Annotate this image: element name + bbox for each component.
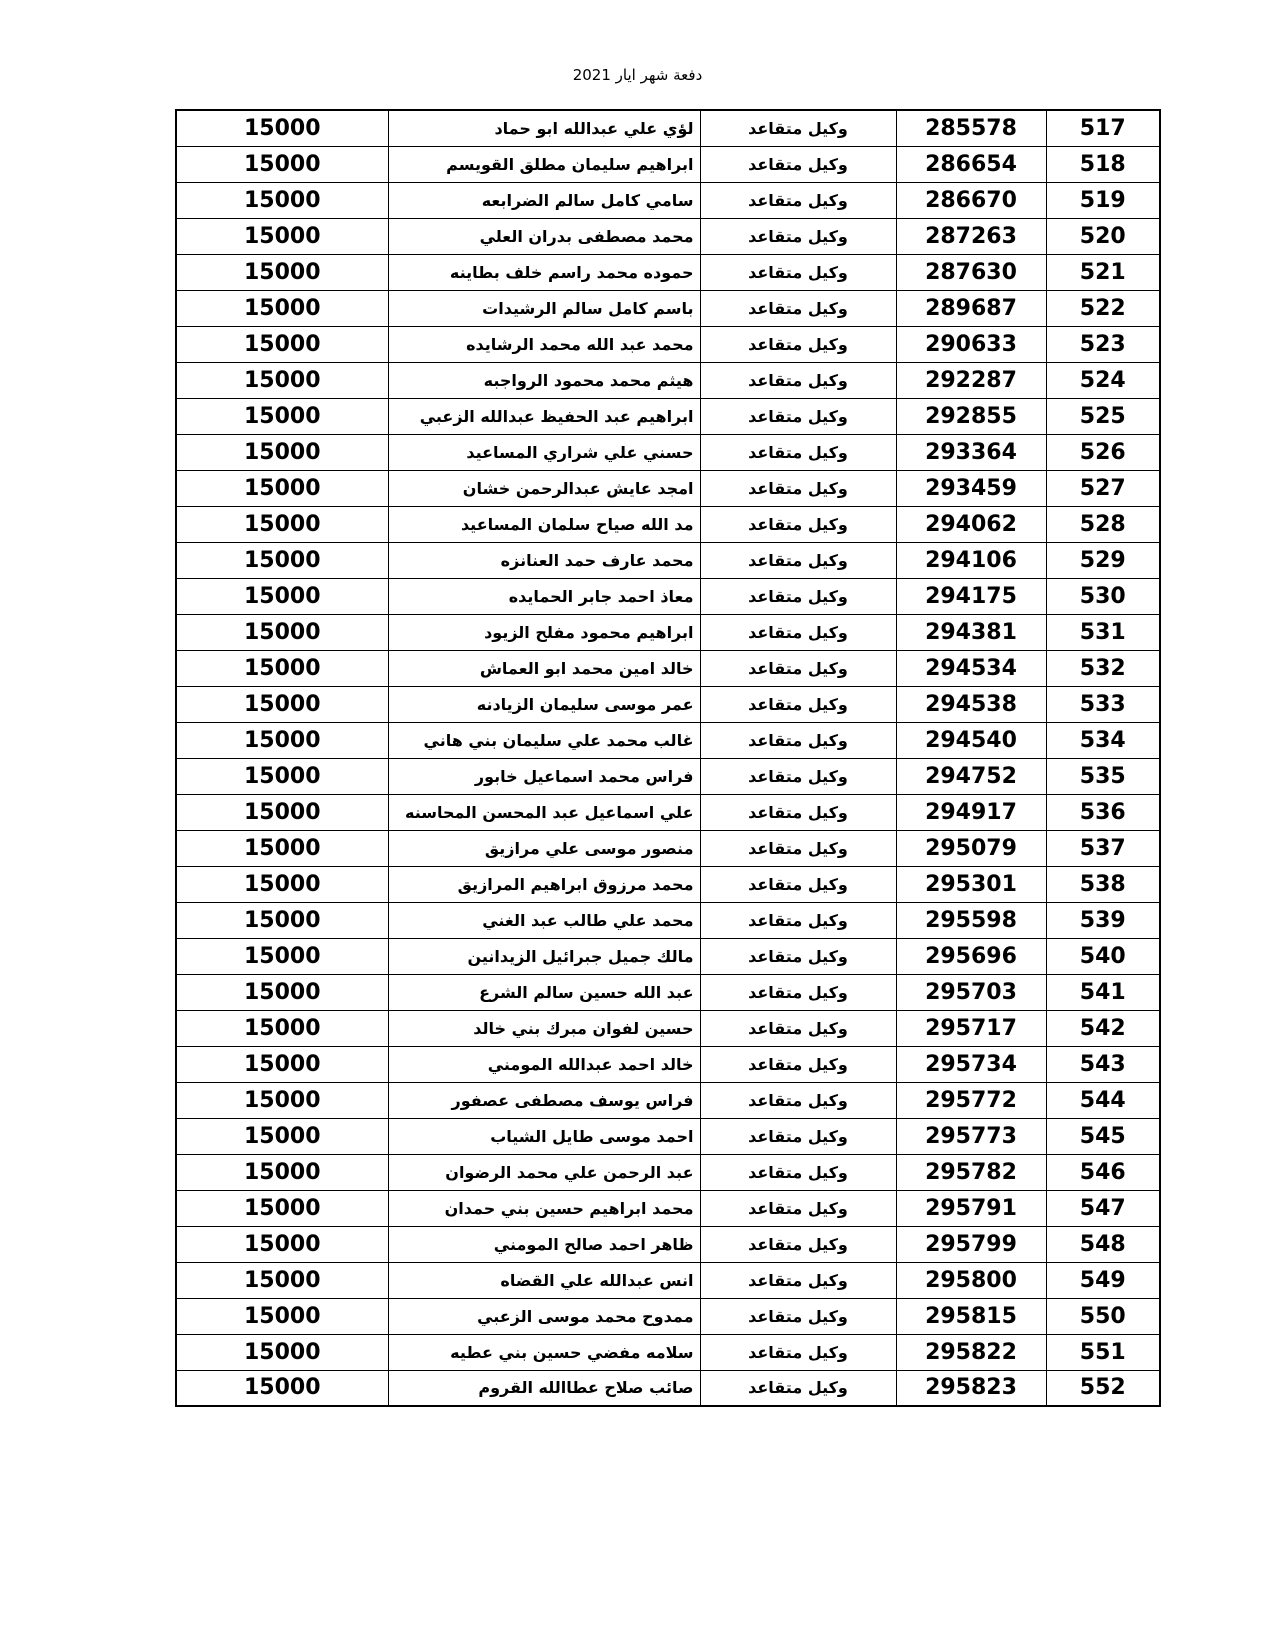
table-row	[176, 1262, 1160, 1298]
id-cell: 295301	[896, 866, 1046, 902]
amount-cell: 15000	[176, 1046, 388, 1082]
name-cell: معاذ احمد جابر الحمايده	[388, 578, 700, 614]
table-row	[176, 398, 1160, 434]
role-cell: وكيل متقاعد	[700, 434, 896, 470]
page-title: دفعة شهر ايار 2021	[572, 66, 703, 84]
amount-cell: 15000	[176, 506, 388, 542]
role-cell: وكيل متقاعد	[700, 146, 896, 182]
name-cell: سامي كامل سالم الضرابعه	[388, 182, 700, 218]
id-cell: 294175	[896, 578, 1046, 614]
table-row	[176, 722, 1160, 758]
name-cell: خالد امين محمد ابو العماش	[388, 650, 700, 686]
table-body	[176, 110, 1160, 1406]
table-row	[176, 614, 1160, 650]
role-cell: وكيل متقاعد	[700, 686, 896, 722]
id-cell: 286670	[896, 182, 1046, 218]
amount-cell: 15000	[176, 830, 388, 866]
id-cell: 295773	[896, 1118, 1046, 1154]
id-cell: 287263	[896, 218, 1046, 254]
table-row	[176, 1298, 1160, 1334]
role-cell: وكيل متقاعد	[700, 218, 896, 254]
id-cell: 294062	[896, 506, 1046, 542]
seq-cell: 533	[1046, 686, 1160, 722]
amount-cell: 15000	[176, 182, 388, 218]
amount-cell: 15000	[176, 1154, 388, 1190]
name-cell: صائب صلاح عطاالله القروم	[388, 1370, 700, 1406]
amount-cell: 15000	[176, 578, 388, 614]
seq-cell: 521	[1046, 254, 1160, 290]
id-cell: 295791	[896, 1190, 1046, 1226]
name-cell: علي اسماعيل عبد المحسن المحاسنه	[388, 794, 700, 830]
id-cell: 295717	[896, 1010, 1046, 1046]
seq-cell: 548	[1046, 1226, 1160, 1262]
table-row	[176, 506, 1160, 542]
seq-cell: 523	[1046, 326, 1160, 362]
amount-cell: 15000	[176, 938, 388, 974]
table-row	[176, 578, 1160, 614]
amount-cell: 15000	[176, 1010, 388, 1046]
payment-table	[175, 109, 1161, 1407]
seq-cell: 544	[1046, 1082, 1160, 1118]
seq-cell: 525	[1046, 398, 1160, 434]
name-cell: حسين لفوان مبرك بني خالد	[388, 1010, 700, 1046]
id-cell: 292855	[896, 398, 1046, 434]
table-row	[176, 902, 1160, 938]
role-cell: وكيل متقاعد	[700, 326, 896, 362]
name-cell: هيثم محمد محمود الرواجبه	[388, 362, 700, 398]
amount-cell: 15000	[176, 614, 388, 650]
table-row	[176, 686, 1160, 722]
id-cell: 287630	[896, 254, 1046, 290]
seq-cell: 530	[1046, 578, 1160, 614]
id-cell: 295079	[896, 830, 1046, 866]
role-cell: وكيل متقاعد	[700, 1262, 896, 1298]
role-cell: وكيل متقاعد	[700, 1334, 896, 1370]
role-cell: وكيل متقاعد	[700, 614, 896, 650]
seq-cell: 527	[1046, 470, 1160, 506]
id-cell: 295822	[896, 1334, 1046, 1370]
name-cell: سلامه مفضي حسين بني عطيه	[388, 1334, 700, 1370]
role-cell: وكيل متقاعد	[700, 578, 896, 614]
id-cell: 294540	[896, 722, 1046, 758]
table-row	[176, 542, 1160, 578]
name-cell: محمد ابراهيم حسين بني حمدان	[388, 1190, 700, 1226]
table-row	[176, 758, 1160, 794]
amount-cell: 15000	[176, 290, 388, 326]
amount-cell: 15000	[176, 1370, 388, 1406]
seq-cell: 550	[1046, 1298, 1160, 1334]
amount-cell: 15000	[176, 722, 388, 758]
seq-cell: 532	[1046, 650, 1160, 686]
table-row	[176, 1082, 1160, 1118]
amount-cell: 15000	[176, 1082, 388, 1118]
role-cell: وكيل متقاعد	[700, 1118, 896, 1154]
amount-cell: 15000	[176, 902, 388, 938]
table-row	[176, 326, 1160, 362]
id-cell: 292287	[896, 362, 1046, 398]
table-row	[176, 938, 1160, 974]
seq-cell: 517	[1046, 110, 1160, 146]
role-cell: وكيل متقاعد	[700, 830, 896, 866]
role-cell: وكيل متقاعد	[700, 974, 896, 1010]
id-cell: 295598	[896, 902, 1046, 938]
id-cell: 295815	[896, 1298, 1046, 1334]
role-cell: وكيل متقاعد	[700, 722, 896, 758]
name-cell: عبد الله حسين سالم الشرع	[388, 974, 700, 1010]
table-row	[176, 218, 1160, 254]
name-cell: ابراهيم عبد الحفيظ عبدالله الزعبي	[388, 398, 700, 434]
table-row	[176, 1190, 1160, 1226]
amount-cell: 15000	[176, 1262, 388, 1298]
id-cell: 294538	[896, 686, 1046, 722]
amount-cell: 15000	[176, 146, 388, 182]
seq-cell: 536	[1046, 794, 1160, 830]
id-cell: 295782	[896, 1154, 1046, 1190]
amount-cell: 15000	[176, 1226, 388, 1262]
name-cell: عمر موسى سليمان الزيادنه	[388, 686, 700, 722]
table-row	[176, 1118, 1160, 1154]
table-row	[176, 146, 1160, 182]
table-row	[176, 434, 1160, 470]
amount-cell: 15000	[176, 866, 388, 902]
amount-cell: 15000	[176, 1334, 388, 1370]
amount-cell: 15000	[176, 218, 388, 254]
table-row	[176, 290, 1160, 326]
amount-cell: 15000	[176, 398, 388, 434]
id-cell: 285578	[896, 110, 1046, 146]
seq-cell: 552	[1046, 1370, 1160, 1406]
role-cell: وكيل متقاعد	[700, 1298, 896, 1334]
seq-cell: 519	[1046, 182, 1160, 218]
name-cell: ابراهيم محمود مفلح الزيود	[388, 614, 700, 650]
role-cell: وكيل متقاعد	[700, 254, 896, 290]
seq-cell: 547	[1046, 1190, 1160, 1226]
seq-cell: 545	[1046, 1118, 1160, 1154]
role-cell: وكيل متقاعد	[700, 1046, 896, 1082]
id-cell: 295772	[896, 1082, 1046, 1118]
id-cell: 294106	[896, 542, 1046, 578]
name-cell: ابراهيم سليمان مطلق القويسم	[388, 146, 700, 182]
role-cell: وكيل متقاعد	[700, 1226, 896, 1262]
seq-cell: 539	[1046, 902, 1160, 938]
table-row	[176, 650, 1160, 686]
seq-cell: 522	[1046, 290, 1160, 326]
name-cell: غالب محمد علي سليمان بني هاني	[388, 722, 700, 758]
role-cell: وكيل متقاعد	[700, 506, 896, 542]
role-cell: وكيل متقاعد	[700, 470, 896, 506]
table-row	[176, 1154, 1160, 1190]
seq-cell: 526	[1046, 434, 1160, 470]
name-cell: ممدوح محمد موسى الزعبي	[388, 1298, 700, 1334]
name-cell: امجد عايش عبدالرحمن خشان	[388, 470, 700, 506]
seq-cell: 520	[1046, 218, 1160, 254]
amount-cell: 15000	[176, 758, 388, 794]
role-cell: وكيل متقاعد	[700, 650, 896, 686]
table-row	[176, 254, 1160, 290]
name-cell: محمد عبد الله محمد الرشايده	[388, 326, 700, 362]
name-cell: خالد احمد عبدالله المومني	[388, 1046, 700, 1082]
name-cell: باسم كامل سالم الرشيدات	[388, 290, 700, 326]
table-row	[176, 1010, 1160, 1046]
id-cell: 294752	[896, 758, 1046, 794]
id-cell: 295799	[896, 1226, 1046, 1262]
seq-cell: 518	[1046, 146, 1160, 182]
id-cell: 295734	[896, 1046, 1046, 1082]
role-cell: وكيل متقاعد	[700, 1082, 896, 1118]
id-cell: 294917	[896, 794, 1046, 830]
name-cell: فراس محمد اسماعيل خابور	[388, 758, 700, 794]
table-row	[176, 1226, 1160, 1262]
name-cell: حسني علي شراري المساعيد	[388, 434, 700, 470]
seq-cell: 537	[1046, 830, 1160, 866]
role-cell: وكيل متقاعد	[700, 1370, 896, 1406]
id-cell: 294381	[896, 614, 1046, 650]
id-cell: 293459	[896, 470, 1046, 506]
name-cell: احمد موسى طايل الشياب	[388, 1118, 700, 1154]
amount-cell: 15000	[176, 254, 388, 290]
role-cell: وكيل متقاعد	[700, 110, 896, 146]
name-cell: حموده محمد راسم خلف بطاينه	[388, 254, 700, 290]
seq-cell: 528	[1046, 506, 1160, 542]
amount-cell: 15000	[176, 434, 388, 470]
seq-cell: 540	[1046, 938, 1160, 974]
name-cell: لؤي علي عبدالله ابو حماد	[388, 110, 700, 146]
role-cell: وكيل متقاعد	[700, 1154, 896, 1190]
amount-cell: 15000	[176, 326, 388, 362]
name-cell: ظاهر احمد صالح المومني	[388, 1226, 700, 1262]
id-cell: 293364	[896, 434, 1046, 470]
role-cell: وكيل متقاعد	[700, 290, 896, 326]
seq-cell: 542	[1046, 1010, 1160, 1046]
amount-cell: 15000	[176, 1190, 388, 1226]
table-row	[176, 110, 1160, 146]
table-row	[176, 362, 1160, 398]
role-cell: وكيل متقاعد	[700, 398, 896, 434]
table-row	[176, 182, 1160, 218]
seq-cell: 529	[1046, 542, 1160, 578]
name-cell: محمد علي طالب عبد الغني	[388, 902, 700, 938]
table-row	[176, 830, 1160, 866]
table-row	[176, 1046, 1160, 1082]
id-cell: 290633	[896, 326, 1046, 362]
table-row	[176, 1334, 1160, 1370]
seq-cell: 549	[1046, 1262, 1160, 1298]
id-cell: 295823	[896, 1370, 1046, 1406]
role-cell: وكيل متقاعد	[700, 182, 896, 218]
amount-cell: 15000	[176, 1118, 388, 1154]
seq-cell: 531	[1046, 614, 1160, 650]
seq-cell: 534	[1046, 722, 1160, 758]
id-cell: 286654	[896, 146, 1046, 182]
seq-cell: 538	[1046, 866, 1160, 902]
seq-cell: 543	[1046, 1046, 1160, 1082]
id-cell: 295703	[896, 974, 1046, 1010]
amount-cell: 15000	[176, 794, 388, 830]
name-cell: عبد الرحمن علي محمد الرضوان	[388, 1154, 700, 1190]
table-row	[176, 794, 1160, 830]
name-cell: محمد مصطفى بدران العلي	[388, 218, 700, 254]
name-cell: منصور موسى علي مرازيق	[388, 830, 700, 866]
name-cell: مالك جميل جبرائيل الزيدانين	[388, 938, 700, 974]
role-cell: وكيل متقاعد	[700, 794, 896, 830]
table-row	[176, 866, 1160, 902]
id-cell: 295800	[896, 1262, 1046, 1298]
seq-cell: 541	[1046, 974, 1160, 1010]
id-cell: 294534	[896, 650, 1046, 686]
id-cell: 289687	[896, 290, 1046, 326]
amount-cell: 15000	[176, 974, 388, 1010]
name-cell: فراس يوسف مصطفى عصفور	[388, 1082, 700, 1118]
role-cell: وكيل متقاعد	[700, 902, 896, 938]
amount-cell: 15000	[176, 470, 388, 506]
table-row	[176, 974, 1160, 1010]
role-cell: وكيل متقاعد	[700, 866, 896, 902]
amount-cell: 15000	[176, 110, 388, 146]
name-cell: محمد عارف حمد العنانزه	[388, 542, 700, 578]
seq-cell: 524	[1046, 362, 1160, 398]
id-cell: 295696	[896, 938, 1046, 974]
amount-cell: 15000	[176, 1298, 388, 1334]
role-cell: وكيل متقاعد	[700, 1010, 896, 1046]
table-row	[176, 470, 1160, 506]
name-cell: مد الله صياح سلمان المساعيد	[388, 506, 700, 542]
role-cell: وكيل متقاعد	[700, 938, 896, 974]
role-cell: وكيل متقاعد	[700, 1190, 896, 1226]
amount-cell: 15000	[176, 650, 388, 686]
seq-cell: 546	[1046, 1154, 1160, 1190]
seq-cell: 535	[1046, 758, 1160, 794]
amount-cell: 15000	[176, 362, 388, 398]
table-row	[176, 1370, 1160, 1406]
role-cell: وكيل متقاعد	[700, 758, 896, 794]
role-cell: وكيل متقاعد	[700, 542, 896, 578]
amount-cell: 15000	[176, 542, 388, 578]
name-cell: محمد مرزوق ابراهيم المرازيق	[388, 866, 700, 902]
role-cell: وكيل متقاعد	[700, 362, 896, 398]
name-cell: انس عبدالله علي القضاه	[388, 1262, 700, 1298]
seq-cell: 551	[1046, 1334, 1160, 1370]
amount-cell: 15000	[176, 686, 388, 722]
